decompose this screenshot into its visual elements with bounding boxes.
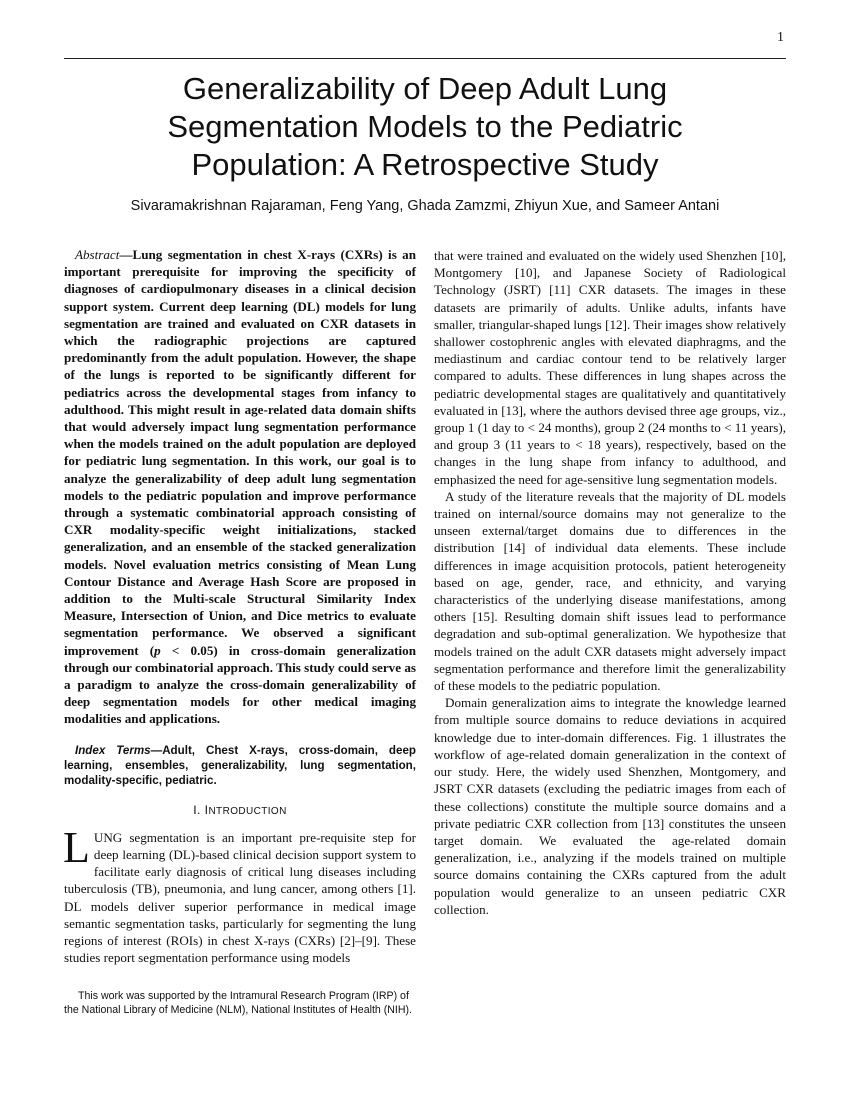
abstract-label: Abstract — [75, 247, 120, 262]
intro-caps-word: UNG — [93, 829, 123, 845]
intro-paragraph — [63, 822, 416, 967]
title-line: Generalizability of Deep Adult Lung — [182, 71, 668, 106]
body-paragraph: Domain generalization aims to integrate the knowledge learned from multiple source domains to reduce deviations in acquired knowledge due to inter-domain differences. Fig. 1 illustrates the workflow of age-related domain generalization in the context of our study. Here, the widely used Shenzhen, Montgomery, and JSRT CXR datasets (excluding the pediatric images from each of these collections) constitute the multiple source domains and a private pediatric CXR collection from [13] constitutes the unseen target domain. We evaluated the age-related domain generalization, i.e., analyzing if the models trained on multiple source domains containing the CXRs captured from the adult population would generalize to an unseen pediatric CXR collection. — [434, 695, 786, 917]
intro-text: segmentation is an important pre-requisite step for deep learning (DL)-based clinical decision support system to facilitate early diagnosis of critical lung diseases including tuberculosis (TB), pneumonia, and lung cancer, among others [1]. DL models deliver superior performance in medical image semantic segmentation tasks, particularly for segmenting the lung regions of interest (ROIs) in chest X-rays (CXRs) [2]–[9]. These studies report segmentation performance using models — [64, 829, 416, 966]
right-column — [434, 247, 786, 918]
index-terms-label: Index Terms — [75, 743, 151, 757]
abstract — [64, 246, 416, 728]
p-value-symbol: p — [154, 642, 161, 658]
author-list: Sivaramakrishnan Rajaraman, Feng Yang, Ghada Zamzmi, Zhiyun Xue, and Sameer Antani — [130, 198, 720, 214]
page-number: 1 — [777, 30, 784, 45]
section-title-rest: NTRODUCTION — [208, 805, 287, 817]
section-title-initial: I — [204, 802, 209, 817]
abstract-text: —Lung segmentation in chest X-rays (CXRs) is an important prerequisite for improving the specificity of diagnoses of cardiopulmonary diseases in a clinical decision support system. Current deep learning (DL) models for lung segmentation are trained and evaluated on CXR datasets in which the radiographic projections are captured predominantly from the adult population. However, the shape of the lungs is reported to be significantly different for pediatrics across the developmental stages from infancy to adulthood. This might result in age-related data domain shifts that would adversely impact lung segmentation performance when the models trained on the adult population are deployed for pediatric lung segmentation. In this work, our goal is to analyze the generalizability of deep adult lung segmentation models to the pediatric population and improve performance through a systematic combinatorial approach consisting of CXR modality-specific weight initializations, stacked generalization, and an ensemble of the stacked generalization models. Novel evaluation metrics consisting of Mean Lung Contour Distance and Average Hash Score are proposed in addition to the Multi-scale Structural Similarity Index Measure, Intersection of Union, and Dice metrics to evaluate segmentation performance. We observed a significant improvement ( — [64, 247, 416, 658]
paper-title — [64, 70, 786, 184]
index-terms-text: —Adult, Chest X-rays, cross-domain, deep learning, ensembles, generalizability, lung segmentation, modality-specific, pediatric. — [64, 743, 416, 788]
left-column — [64, 246, 416, 966]
section-heading-introduction — [64, 802, 416, 820]
title-line: Population: A Retrospective Study — [191, 147, 659, 182]
footnote: This work was supported by the Intramural Research Program (IRP) of the National Library of Medicine (NLM), National Institutes of Health (NIH). — [64, 990, 412, 1016]
index-terms — [64, 743, 416, 789]
body-paragraph: that were trained and evaluated on the widely used Shenzhen [10], Montgomery [10], and Japanese Society of Radiological Technology (JSRT) [11] CXR datasets. The images in these datasets are primarily of adults. Unlike adults, infants have smaller, triangular-shaped lungs [12]. Their images show relatively shallower costophrenic angles with elevated diaphragms, and the mediastinum and cardiac contour tend to be relatively larger compared to adults. These differences in lung shapes across the pediatric developmental stages are qualitatively and quantitatively evaluated in [13], where the authors devised three age groups, viz., group 1 (1 day to < 24 months), group 2 (24 months to < 11 years), and group 3 (11 years to < 18 years), respectively, based on the changes in the lung shape from infancy to adulthood, and emphasized the need for age-sensitive lung segmentation models. — [434, 248, 786, 487]
title-line: Segmentation Models to the Pediatric — [167, 109, 683, 144]
header-rule — [64, 58, 786, 59]
abstract-text-end: < 0.05) in cross-domain generalization through our combinatorial approach. This study could serve as a paradigm to analyze the cross-domain generalizability of deep segmentation models for other medical imaging modalities and applications. — [64, 642, 416, 727]
body-paragraph: A study of the literature reveals that the majority of DL models trained on internal/source domains may not generalize to the unseen external/target domains due to differences in the distribution [14] of individual data elements. These include differences in image acquisition protocols, patient heterogeneity based on age, gender, race, and ethnicity, and varying characteristics of the underlying disease manifestations, among others [15]. Resulting domain shift issues lead to performance degradation and sub-optimal generalization. We hypothesize that models trained on the adult CXR datasets might adversely impact segmentation performance and therefore limit the generalizability of these models to the pediatric population. — [434, 488, 786, 694]
drop-cap: L — [63, 822, 90, 872]
section-number: I. — [193, 802, 201, 817]
